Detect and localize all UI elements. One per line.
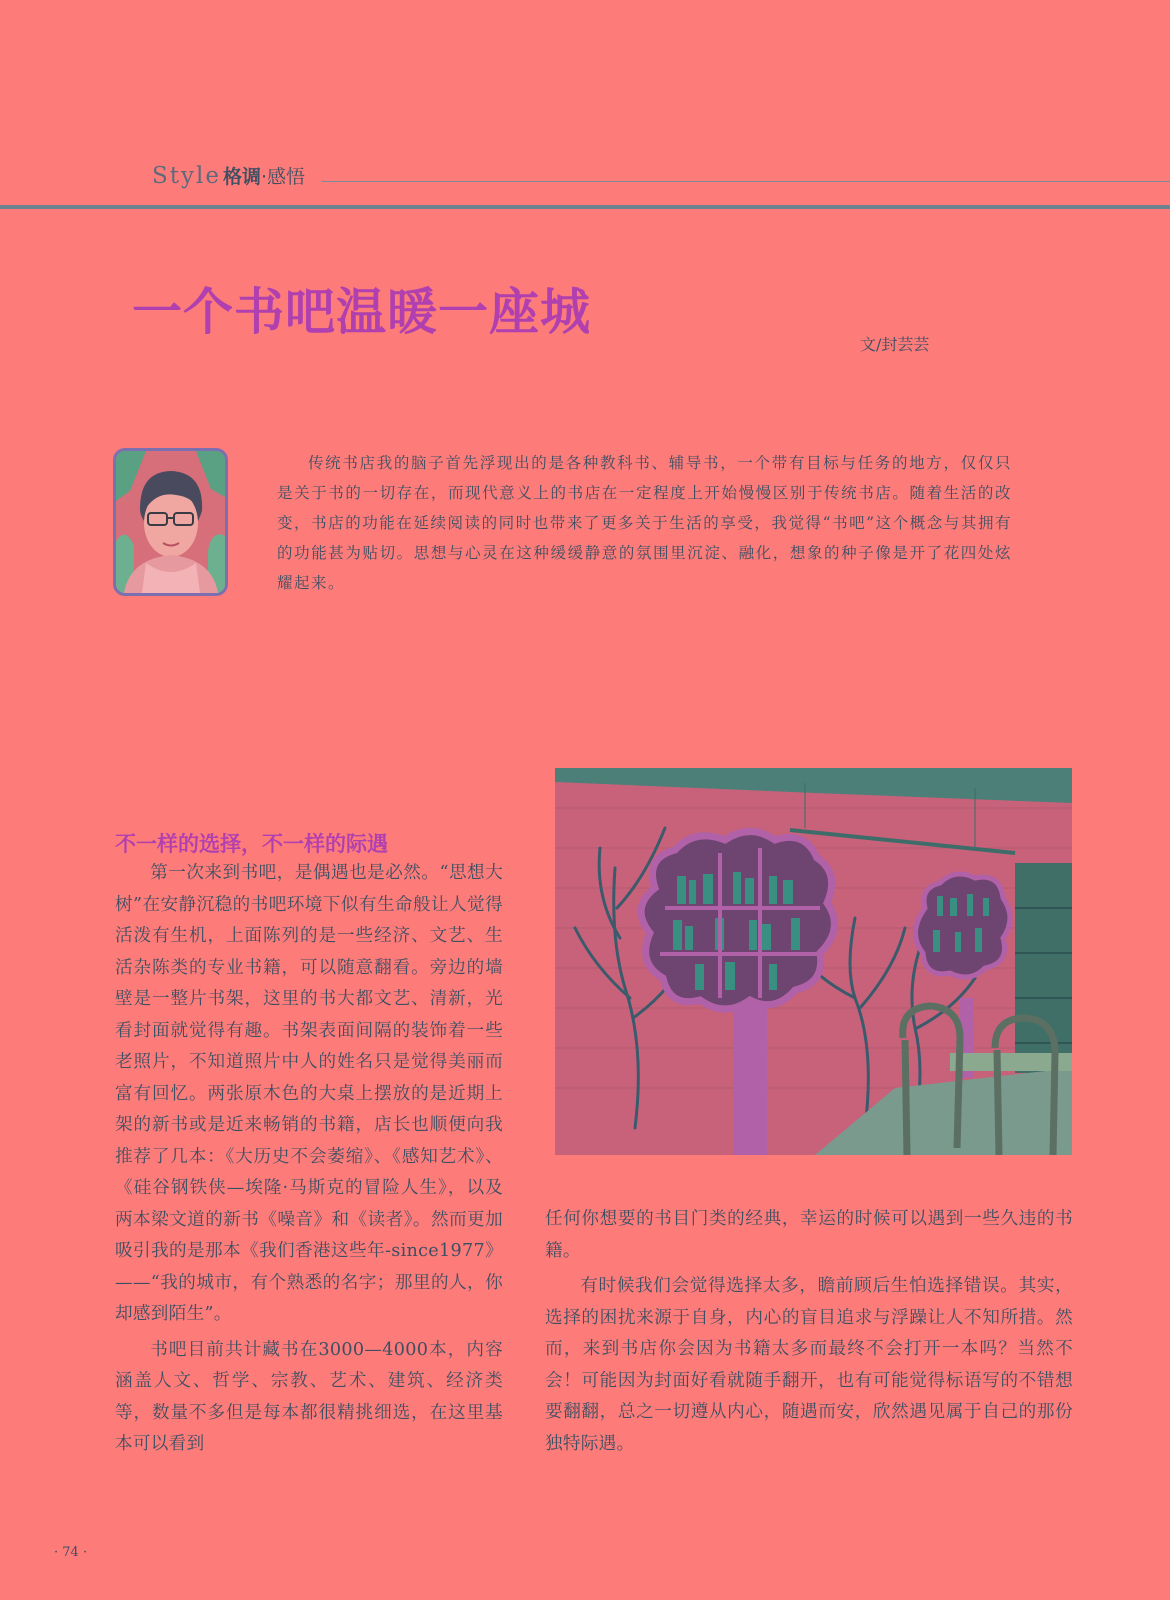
body-paragraph: 书吧目前共计藏书在3000—4000本，内容涵盖人文、哲学、宗教、艺术、建筑、经济类等，数量不多但是每本都很精挑细选，在这里基本可以看到 [115, 1339, 503, 1454]
section-header [152, 162, 305, 198]
byline: 文/封芸芸 [860, 335, 930, 354]
section-label-cn: 格调 [222, 166, 261, 188]
body-paragraph: 第一次来到书吧，是偶遇也是必然。“思想大树”在安静沉稳的书吧环境下似有生命般让人觉得活泼有生机，上面陈列的是一些经济、文艺、生活杂陈类的专业书籍，可以随意翻看。旁边的墙壁是一整片书架，这里的书大都文艺、清新，光看封面就觉得有趣。书架表面间隔的装饰着一些老照片，不知道照片中人的姓名只是觉得美丽而富有回忆。两张原木色的大桌上摆放的是近期上架的新书或是近来畅销的书籍，店长也顺便向我推荐了几本：《大历史不会萎缩》、《感知艺术》、《硅谷钢铁侠—埃隆·马斯克的冒险人生》，以及两本梁文道的新书《噪音》和《读者》。然而更加吸引我的是那本《我们香港这些年-since1977》——“我的城市，有个熟悉的名字；那里的人，你却感到陌生”。 [115, 863, 503, 1324]
section-label-en: Style [152, 163, 221, 189]
header-thin-rule [322, 181, 1170, 182]
section-subheading: 不一样的选择，不一样的际遇 [115, 832, 388, 856]
bookshelf-tree-photo [555, 768, 1072, 1155]
right-column [545, 1204, 1073, 1460]
author-portrait [113, 448, 228, 596]
subsection-label: ·感悟 [260, 166, 306, 188]
left-column [115, 858, 503, 1461]
article-title: 一个书吧温暖一座城 [132, 283, 591, 341]
body-paragraph: 有时候我们会觉得选择太多，瞻前顾后生怕选择错误。其实，选择的困扰来源于自身，内心的盲目追求与浮躁让人不知所措。然而，来到书店你会因为书籍太多而最终不会打开一本吗？当然不会！可能因为封面好看就随手翻开，也有可能觉得标语写的不错想要翻翻，总之一切遵从内心，随遇而安，欣然遇见属于自己的那份独特际遇。 [545, 1276, 1073, 1454]
header-thick-rule [0, 205, 1170, 209]
page-number: · 74 · [54, 1545, 88, 1560]
body-paragraph: 任何你想要的书目门类的经典，幸运的时候可以遇到一些久违的书籍。 [545, 1209, 1073, 1261]
intro-paragraph: 传统书店我的脑子首先浮现出的是各种教科书、辅导书，一个带有目标与任务的地方，仅仅只是关于书的一切存在，而现代意义上的书店在一定程度上开始慢慢区别于传统书店。随着生活的改变，书店的功能在延续阅读的同时也带来了更多关于生活的享受，我觉得“书吧”这个概念与其拥有的功能甚为贴切。思想与心灵在这种缓缓静意的氛围里沉淀、融化，想象的种子像是开了花四处炫耀起来。 [277, 454, 1012, 592]
